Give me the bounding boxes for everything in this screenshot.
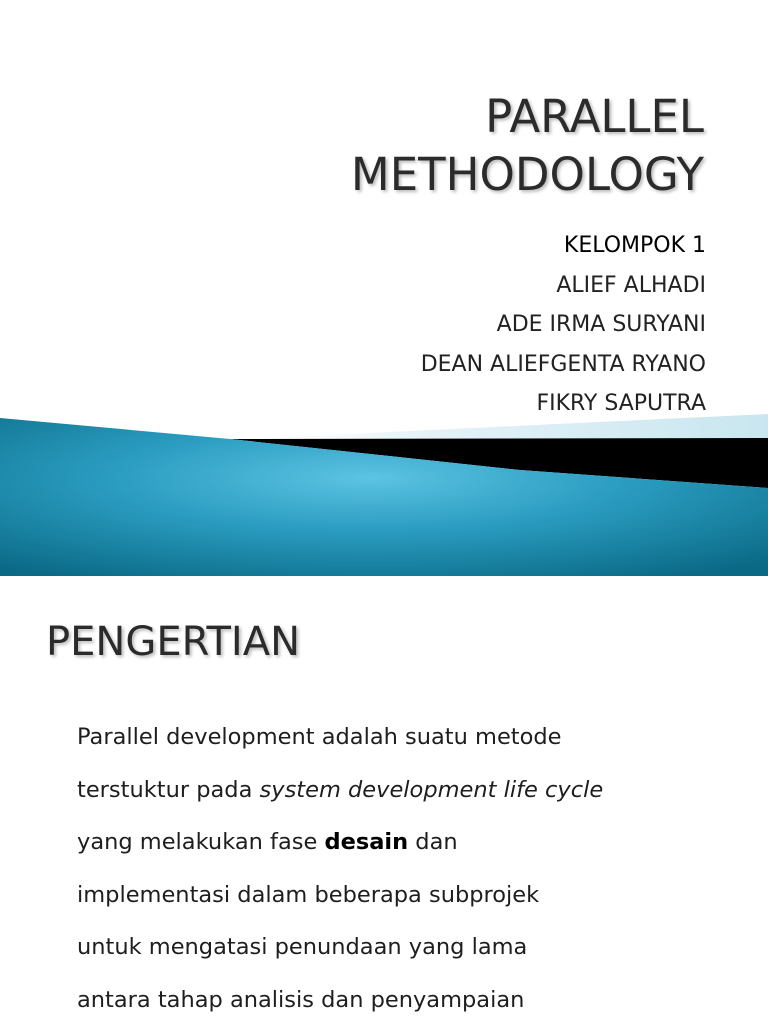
slide-heading: PENGERTIAN xyxy=(46,619,300,665)
decorative-band xyxy=(0,410,768,576)
body-text: dan xyxy=(408,829,458,855)
member-name: FIKRY SAPUTRA xyxy=(536,391,706,416)
body-line xyxy=(77,816,757,869)
body-line xyxy=(77,764,757,817)
group-label: KELOMPOK 1 xyxy=(563,233,706,258)
body-text: antara tahap analisis dan penyampaian xyxy=(77,986,525,1013)
body-line xyxy=(77,711,757,764)
body-text-bold: desain xyxy=(324,829,409,855)
member-name: ALIEF ALHADI xyxy=(556,272,706,298)
body-text: implementasi dalam beberapa subprojek xyxy=(77,881,540,908)
body-text: terstuktur pada xyxy=(77,776,260,803)
body-line xyxy=(77,869,757,922)
definition-slide[interactable] xyxy=(0,576,768,1024)
body-line xyxy=(77,921,757,974)
slide-subtitle xyxy=(106,226,706,424)
body-text: yang melakukan fase xyxy=(77,829,325,855)
body-line xyxy=(77,974,757,1024)
light-sliver-shape xyxy=(220,414,768,440)
slide-body-text xyxy=(77,711,757,1024)
slide-title-line1: PARALLEL xyxy=(485,90,704,143)
member-name: DEAN ALIEFGENTA RYANO xyxy=(420,351,706,377)
slide-title-line2: METHODOLOGY xyxy=(350,148,704,201)
body-text: untuk mengatasi penundaan yang lama xyxy=(77,934,528,960)
body-text-italic: system development life cycle xyxy=(259,776,604,803)
body-text: Parallel development adalah suatu metode xyxy=(77,724,562,750)
member-name: ADE IRMA SURYANI xyxy=(496,312,706,337)
slide-title xyxy=(104,88,704,204)
